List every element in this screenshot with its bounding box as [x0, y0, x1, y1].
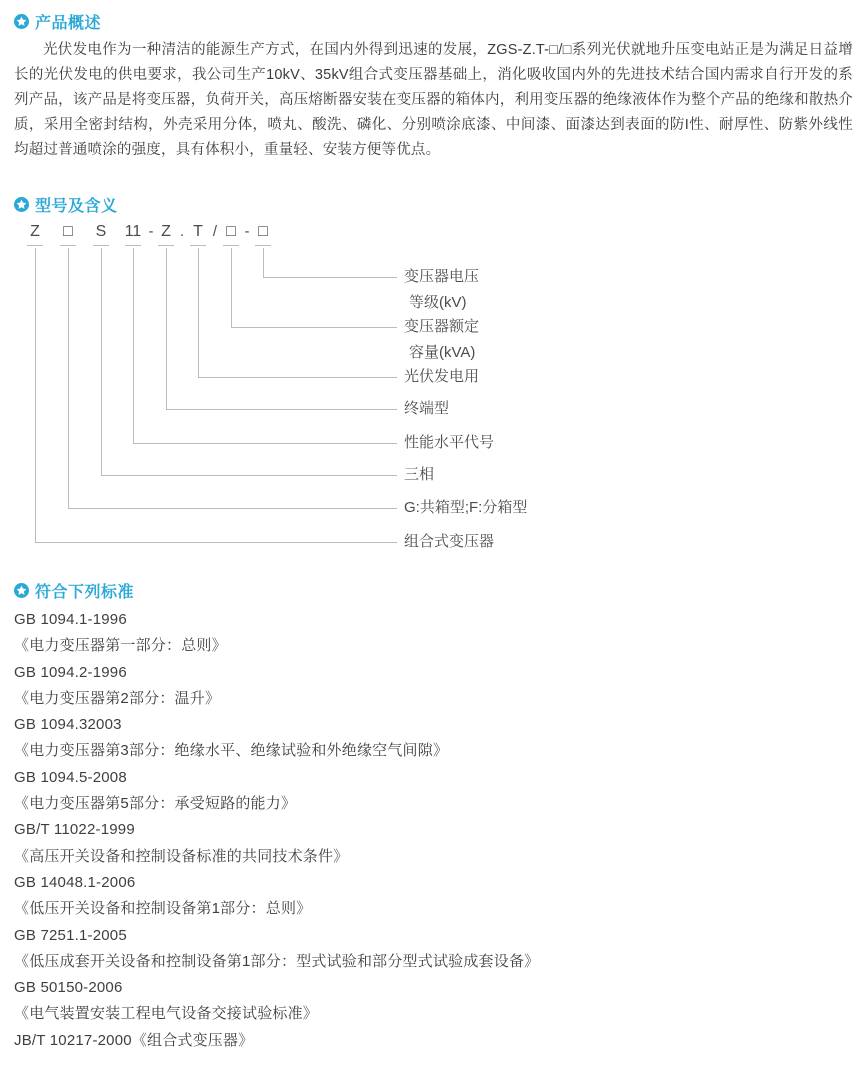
connector-vline [68, 248, 69, 508]
connector-vline [35, 248, 36, 542]
overview-paragraph: 光伏发电作为一种清洁的能源生产方式，在国内外得到迅速的发展，ZGS-Z.T-□/□系列光伏就地升压变电站正是为满足日益增长的光伏发电的供电要求，我公司生产10kV、35kV组合式变压器基础上，消化吸收国内外的先进技术结合国内需求自行开发的系列产品，该产品是将变压器，负荷开关，高压熔断器安装在变压器的箱体内，利用变压器的绝缘液体作为整个产品的绝缘和散热介质，采用全密封结构，外壳采用分体，喷丸、酸洗、磷化、分别喷涂底漆、中间漆、面漆达到表面的防I性、耐厚性、防紫外线性均超过普通喷涂的强度，具有体积小，重量轻、安装方便等优点。 [14, 42, 853, 158]
designation-label-line: 光伏发电用 [404, 368, 480, 385]
connector-hline [166, 409, 397, 410]
model-symbol: Z [30, 223, 40, 240]
designation-label-line: 三相 [404, 466, 435, 483]
designation-label [404, 462, 434, 488]
connector-hline [263, 277, 397, 278]
designation-label [404, 396, 449, 422]
connector-hline [133, 443, 397, 444]
model-separator: . [179, 223, 185, 240]
designation-label-line: 终端型 [404, 400, 450, 417]
standard-item: 《电力变压器第一部分：总则》 [14, 637, 227, 655]
designation-label [404, 314, 479, 366]
anchor-underline [93, 245, 109, 246]
anchor-underline [190, 245, 206, 246]
standard-item: JB/T 10217-2000《组合式变压器》 [14, 1031, 254, 1049]
standard-item: GB 14048.1-2006 [14, 873, 136, 891]
star-circle-icon [14, 14, 29, 29]
anchor-underline [60, 245, 76, 246]
connector-hline [198, 377, 397, 378]
model-diagram [14, 222, 853, 562]
model-symbol: 11 [124, 223, 142, 240]
section-header [14, 193, 853, 215]
designation-label-line: 变压器电压 [404, 268, 480, 285]
standard-item: GB/T 11022-1999 [14, 821, 135, 839]
section-title: 符合下列标准 [35, 583, 135, 601]
designation-label-line: 性能水平代号 [404, 434, 495, 451]
standards-list [14, 607, 853, 1054]
model-separator: - [244, 223, 250, 240]
designation-label [404, 364, 479, 390]
anchor-underline [158, 245, 174, 246]
standard-item: GB 1094.2-1996 [14, 663, 127, 681]
model-symbol: T [193, 223, 203, 240]
connector-hline [101, 475, 397, 476]
section-header [14, 10, 853, 32]
connector-vline [166, 248, 167, 409]
section-model-meaning [14, 193, 853, 562]
model-symbol: □ [258, 223, 268, 240]
standard-item: 《低压开关设备和控制设备第1部分：总则》 [14, 900, 312, 918]
model-symbol: □ [63, 223, 73, 240]
designation-label [404, 495, 527, 521]
section-title: 型号及含义 [35, 197, 118, 215]
designation-label-line: 等级(kV) [409, 294, 467, 311]
standard-item: 《电气装置安装工程电气设备交接试验标准》 [14, 1005, 319, 1023]
standard-item: 《低压成套开关设备和控制设备第1部分：型式试验和部分型式试验成套设备》 [14, 952, 540, 970]
standard-item: GB 7251.1-2005 [14, 926, 127, 944]
connector-hline [231, 327, 397, 328]
model-symbol: Z [161, 223, 171, 240]
standard-item: GB 1094.32003 [14, 716, 122, 734]
section-title: 产品概述 [35, 14, 102, 32]
connector-vline [101, 248, 102, 475]
standard-item: 《电力变压器第5部分：承受短路的能力》 [14, 795, 297, 813]
designation-label [404, 264, 479, 316]
designation-label-line: 组合式变压器 [404, 533, 495, 550]
anchor-underline [255, 245, 271, 246]
connector-vline [198, 248, 199, 377]
designation-label [404, 430, 494, 456]
model-symbol: S [95, 223, 107, 240]
star-circle-icon [14, 583, 29, 598]
designation-label-line: 容量(kVA) [409, 344, 476, 361]
connector-vline [231, 248, 232, 327]
standard-item: 《电力变压器第2部分：温升》 [14, 689, 221, 707]
standard-item: 《高压开关设备和控制设备标准的共同技术条件》 [14, 847, 349, 865]
designation-label [404, 529, 494, 555]
anchor-underline [27, 245, 43, 246]
section-standards [14, 579, 853, 1054]
standard-item: GB 50150-2006 [14, 979, 123, 997]
model-separator: / [212, 223, 218, 240]
designation-label-line: 变压器额定 [404, 318, 480, 335]
model-separator: - [148, 223, 154, 240]
section-product-overview [14, 10, 853, 163]
connector-hline [68, 508, 397, 509]
designation-label-line: G:共箱型;F:分箱型 [404, 499, 528, 516]
anchor-underline [125, 245, 141, 246]
connector-vline [263, 248, 264, 277]
model-symbol: □ [226, 223, 236, 240]
section-header [14, 579, 853, 601]
standard-item: GB 1094.5-2008 [14, 768, 127, 786]
anchor-underline [223, 245, 239, 246]
connector-vline [133, 248, 134, 443]
standard-item: 《电力变压器第3部分：绝缘水平、绝缘试验和外绝缘空气间隙》 [14, 742, 449, 760]
standard-item: GB 1094.1-1996 [14, 611, 127, 628]
connector-hline [35, 542, 397, 543]
star-circle-icon [14, 197, 29, 212]
